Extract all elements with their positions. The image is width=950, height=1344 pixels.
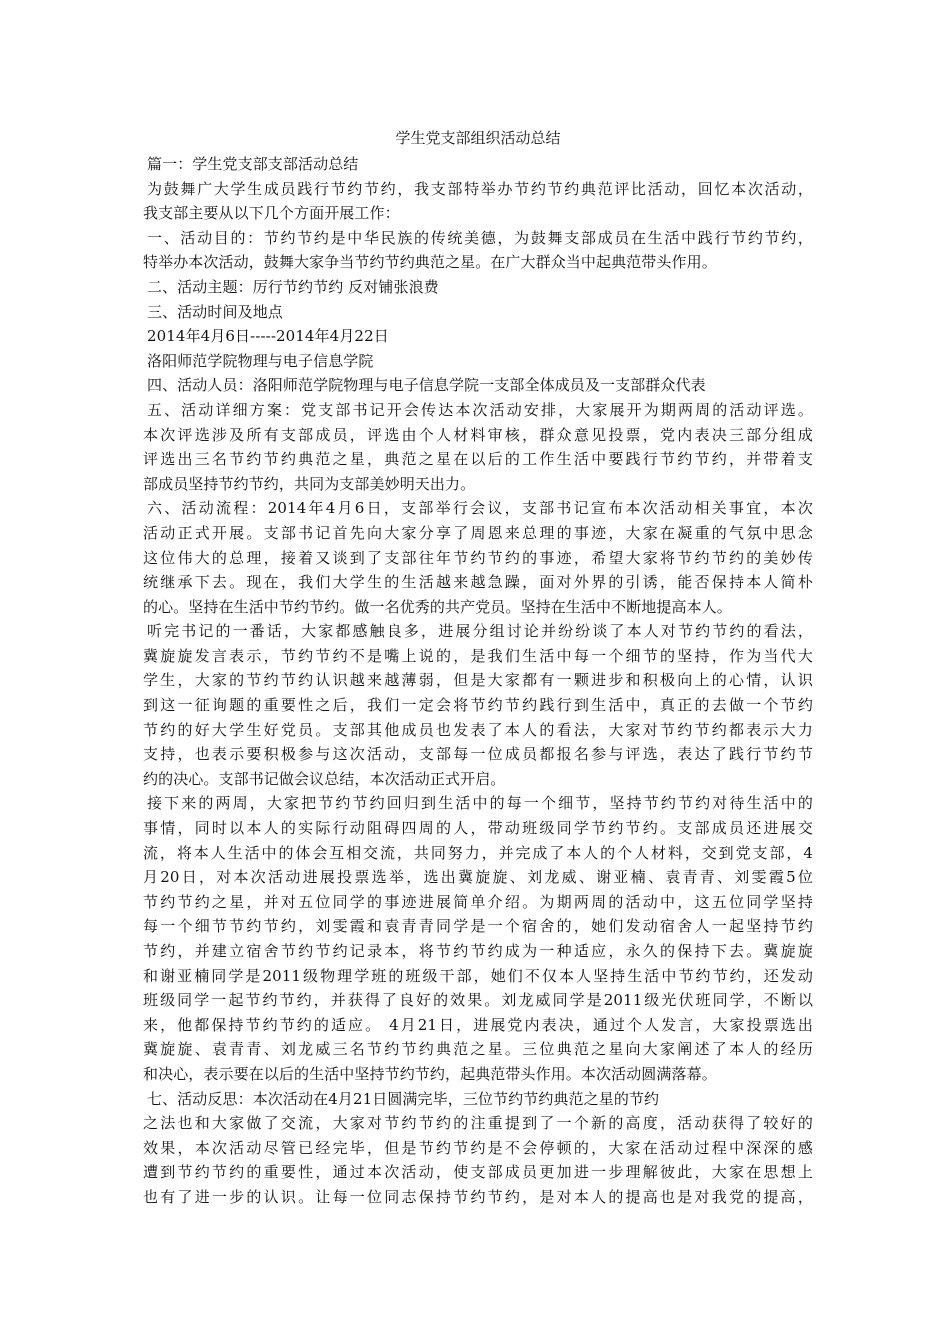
text-line: 四、活动人员：洛阳师范学院物理与电子信息学院一支部全体成员及一支部群众代表 (147, 376, 706, 395)
text-line: 约的决心。支部书记做会议总结，本次活动正式开启。 (143, 769, 506, 788)
text-line: 班级同学一起节约节约，并获得了良好的效果。刘龙威同学是2011级光伏班同学，不断以 (143, 991, 813, 1010)
text-line: 特举办本次活动，鼓舞大家争当节约节约典范之星。在广大群众当中起典范带头作用。 (143, 253, 717, 272)
text-line: 篇一：学生党支部支部活动总结 (147, 155, 359, 173)
text-line: 三、活动时间及地点 (147, 302, 283, 321)
text-line: 效果，本次活动尽管已经完毕，但是节约节约是不会停顿的，大家在活动过程中深深的感 (143, 1138, 813, 1157)
text-line: 接下来的两周，大家把节约节约回归到生活中的每一个细节，坚持节约节约对待生活中的 (147, 794, 813, 813)
text-line: 节约节约之星，并对五位同学的事迹进展简单介绍。为期两周的活动中，这五位同学坚持 (143, 892, 813, 911)
document-title: 学生党支部组织活动总结 (395, 129, 561, 147)
text-line: 统继承下去。现在，我们大学生的生活越来越急躁，面对外界的引诱，能否保持本人简朴 (143, 573, 813, 592)
document-body (143, 152, 813, 1210)
text-line: 一、活动目的：节约节约是中华民族的传统美德，为鼓舞支部成员在生活中践行节约节约， (147, 228, 813, 247)
text-line: 二、活动主题：厉行节约节约 反对铺张浪费 (147, 277, 439, 296)
text-line: 和谢亚楠同学是2011级物理学班的班级干部，她们不仅本人坚持生活中节约节约，还发动 (143, 966, 813, 985)
text-line: 事情，同时以本人的实际行动阻碍四周的人，带动班级同学节约节约。支部成员还进展交 (143, 819, 813, 838)
text-line: 的心。坚持在生活中节约节约。做一名优秀的共产党员。坚持在生活中不断地提高本人。 (143, 597, 732, 616)
text-line: 学生，大家的节约节约认识越来越薄弱，但是大家都有一颗进步和积极向上的心情，认识 (143, 671, 813, 690)
text-line: 部成员坚持节约节约，共同为支部美妙明天出力。 (143, 474, 476, 493)
text-line: 冀旋旋、袁青青、刘龙威三名节约节约典范之星。三位典范之星向大家阐述了本人的经历 (143, 1040, 813, 1059)
text-line: 也有了进一步的认识。让每一位同志保持节约节约，是对本人的提高也是对我党的提高， (143, 1187, 813, 1206)
text-line: 本次评选涉及所有支部成员，评选由个人材料审核，群众意见投票，党内表决三部分组成 (143, 425, 813, 444)
text-line: 节约，并建立宿舍节约节约记录本，将节约节约成为一种适应，永久的保持下去。冀旋旋 (143, 942, 813, 960)
text-line: 七、活动反思：本次活动在4月21日圆满完毕，三位节约节约典范之星的节约 (147, 1089, 660, 1108)
text-line: 和决心，表示要在以后的生活中坚持节约节约，起典范带头作用。本次活动圆满落幕。 (143, 1064, 717, 1083)
text-line: 这位伟大的总理，接着又谈到了支部往年节约节约的事迹，希望大家将节约节约的美妙传 (143, 548, 813, 567)
text-line: 到这一征询题的重要性之后，我们一定会将节约节约践行到生活中，真正的去做一个节约 (143, 696, 813, 715)
text-line: 评选出三名节约节约典范之星，典范之星在以后的工作生活中要践行节约节约，并带着支 (143, 450, 813, 469)
text-line: 五、活动详细方案：党支部书记开会传达本次活动安排，大家展开为期两周的活动评选。 (147, 400, 813, 419)
text-line: 洛阳师范学院物理与电子信息学院 (147, 351, 374, 370)
text-line: 每一个细节节约节约，刘雯霞和袁青青同学是一个宿舍的，她们发动宿舍人一起坚持节约 (143, 917, 813, 936)
text-line: 听完书记的一番话，大家都感触良多，进展分组讨论并纷纷谈了本人对节约节约的看法， (147, 622, 813, 641)
text-line: 支持，也表示要积极参与这次活动，支部每一位成员都报名参与评选，表达了践行节约节 (143, 745, 813, 764)
text-line: 月20日，对本次活动进展投票选举，选出冀旋旋、刘龙威、谢亚楠、袁青青、刘雯霞5位 (143, 868, 813, 887)
text-line: 我支部主要从以下几个方面开展工作： (143, 204, 400, 223)
text-line: 之法也和大家做了交流，大家对节约节约的注重提到了一个新的高度，活动获得了较好的 (143, 1114, 813, 1133)
text-line: 2014年4月6日-----2014年4月22日 (147, 327, 389, 346)
text-line: 活动正式开展。支部书记首先向大家分享了周恩来总理的事迹，大家在凝重的气氛中思念 (143, 523, 813, 542)
text-line: 六、活动流程：2014年4月6日，支部举行会议，支部书记宣布本次活动相关事宜，本次 (147, 499, 813, 518)
text-line: 为鼓舞广大学生成员践行节约节约，我支部特举办节约节约典范评比活动，回忆本次活动， (147, 179, 813, 198)
document-page (143, 126, 813, 1210)
text-line: 冀旋旋发言表示，节约节约不是嘴上说的，是我们生活中每一个细节的坚持，作为当代大 (143, 646, 813, 665)
text-line: 遭到节约节约的重要性，通过本次活动，使支部成员更加进一步理解彼此，大家在思想上 (143, 1163, 813, 1182)
text-line: 流，将本人生活中的体会互相交流，共同努力，并完成了本人的个人材料，交到党支部，4 (143, 843, 813, 862)
text-line: 节约的好大学生好党员。支部其他成员也发表了本人的看法，大家对节约节约都表示大力 (143, 720, 813, 739)
text-line: 来，他都保持节约节约的适应。 4月21日，进展党内表决，通过个人发言，大家投票选出 (143, 1015, 813, 1034)
